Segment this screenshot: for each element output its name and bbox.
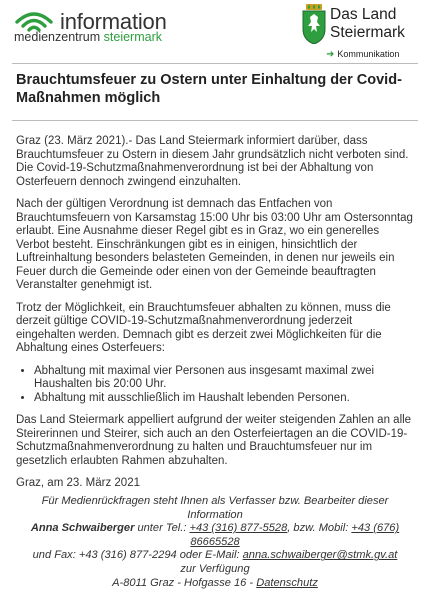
article-title: Brauchtumsfeuer zu Ostern unter Einhaltung der Covid-Maßnahmen möglich	[16, 72, 402, 106]
brand-subtitle	[14, 30, 162, 44]
land-line2: Steiermark	[330, 24, 405, 41]
header-divider	[12, 63, 418, 64]
contact-footer	[14, 495, 416, 590]
mobile-link[interactable]: +43 (676) 86665528	[190, 522, 400, 548]
privacy-link[interactable]: Datenschutz	[256, 576, 318, 589]
list-item: • Abhaltung mit ausschließlich im Haushalt lebenden Personen.	[34, 392, 414, 406]
land-steiermark-logo[interactable]	[302, 4, 418, 62]
mobile-label: , bzw. Mobil:	[287, 522, 352, 535]
brand-subtitle-part2: steiermark	[103, 30, 162, 44]
page-header	[0, 0, 430, 62]
paragraph-3: Trotz der Möglichkeit, ein Brauchtumsfeuer abhalten zu können, muss die derzeit gültige COVID-19-Schutzmaßnahmenverordnung jederzeit eingehalten werden. Demnach gibt es derzeit zwei Möglichkeiten für die Abhaltung eines Osterfeuers:	[16, 301, 391, 354]
section-text: Kommunikation	[337, 49, 400, 59]
wifi-signal-icon	[14, 10, 54, 32]
paragraph-1: Graz (23. März 2021).- Das Land Steiermark informiert darüber, dass Brauchtumsfeuer zu Ostern in diesem Jahr grundsätzlich nicht verboten sind. Die Covid-19-Schutzmaßnahmenverordnung ist bei der Abhaltung von Osterfeuern dennoch zwingend einzuhalten.	[16, 135, 409, 188]
section-label	[326, 49, 399, 60]
address-text: A-8011 Graz - Hofgasse 16 -	[112, 576, 257, 589]
paragraph-2: Nach der gültigen Verordnung ist demnach das Entfachen von Brauchtumsfeuern von Karsamstag 15:00 Uhr bis 03:00 Uhr am Ostersonntag erlaubt. Eine Ausnahme dieser Regel gibt es in Graz, wo ein generelles Verbot besteht. Einschränkungen gibt es in einigen, hinsichtlich der Luftreinhaltung besonders belasteten Gemeinden, in denen nur jeweils ein Feuer durch die Gemeinde oder einen von der Gemeinde beauftragten Veranstalter genehmigt ist.	[16, 198, 413, 291]
brand-title: information	[60, 9, 167, 34]
steiermark-crest-icon	[302, 4, 326, 44]
dateline: Graz, am 23. März 2021	[16, 477, 140, 489]
list-item: • Abhaltung mit maximal vier Personen aus insgesamt maximal zwei Haushalten bis 20:00 Uhr.	[34, 365, 414, 392]
availability-text: zur Verfügung	[180, 562, 250, 575]
fax-label: und Fax: +43 (316) 877-2294 oder E-Mail:	[32, 549, 243, 562]
brand-subtitle-part1: medienzentrum	[14, 30, 101, 44]
email-link[interactable]: anna.schwaiberger@stmk.gv.at	[242, 549, 398, 562]
paragraph-4: Das Land Steiermark appelliert aufgrund der weiter steigenden Zahlen an alle Steirerinnen und Steirer, sich auch an den Osterfeiertagen an die COVID-19-Schutzmaßnahmenverordnung zu halten und Brauchtumsfeuer nur im gesetzlich erlaubten Rahmen abzuhalten.	[16, 414, 412, 467]
land-line1: Das Land	[330, 6, 397, 23]
contact-name: Anna Schwaiberger	[30, 522, 135, 535]
arrow-right-icon: ➜	[326, 49, 335, 60]
bullet-list	[16, 365, 414, 406]
tel-label: unter Tel.:	[134, 522, 190, 535]
title-divider	[12, 120, 418, 121]
phone-link[interactable]: +43 (316) 877-5528	[189, 522, 288, 535]
footer-intro: Für Medienrückfragen steht Ihnen als Verfasser bzw. Bearbeiter dieser Information	[41, 495, 389, 521]
article	[16, 71, 414, 500]
